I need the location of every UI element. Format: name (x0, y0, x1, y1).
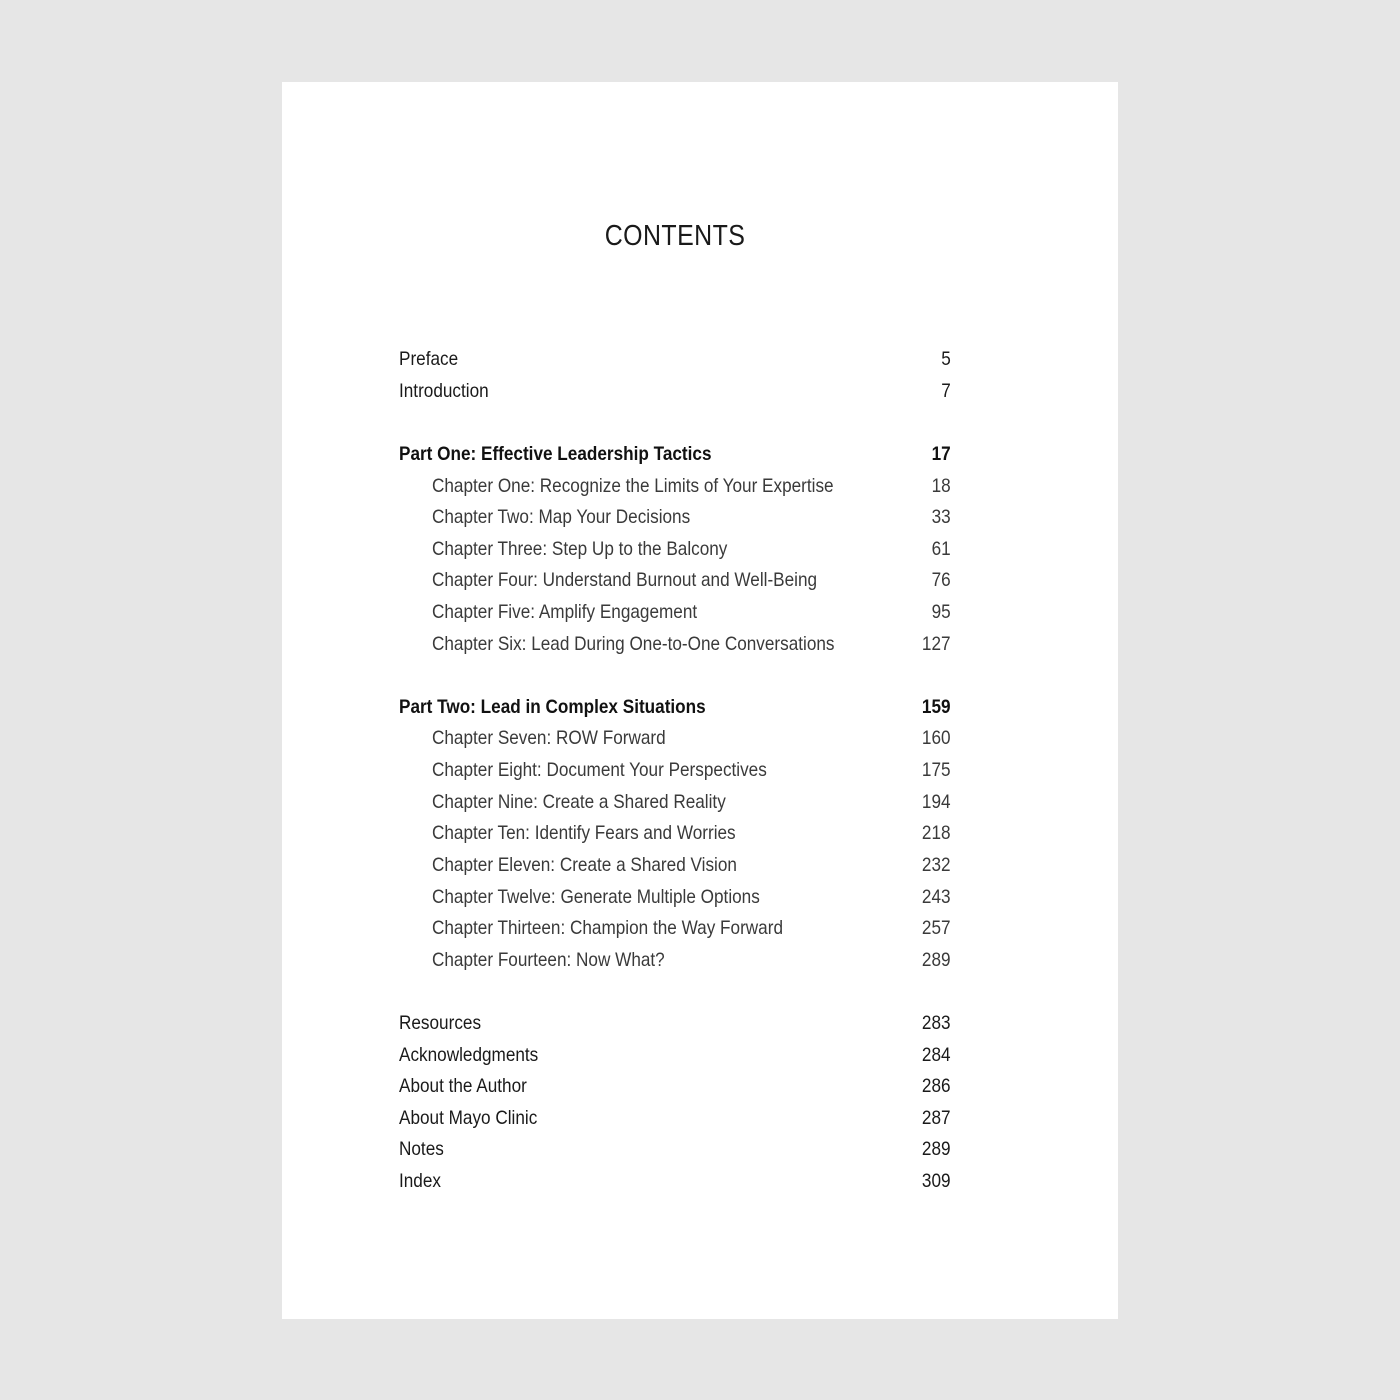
toc-chapter-label: Chapter Eleven: Create a Shared Vision (432, 854, 737, 876)
toc-entry-page-number: 284 (922, 1044, 951, 1066)
toc-chapter-eleven[interactable] (399, 849, 951, 881)
toc-chapter-eight[interactable] (399, 754, 951, 786)
toc-chapter-label: Chapter Six: Lead During One-to-One Conversations (432, 633, 835, 655)
toc-chapter-label: Chapter Thirteen: Champion the Way Forward (432, 917, 783, 939)
toc-chapter-page-number: 257 (922, 917, 951, 939)
toc-entry-about-mayo-clinic[interactable] (399, 1102, 951, 1134)
toc-part-page-number: 17 (931, 443, 951, 465)
toc-entry-page-number: 7 (941, 380, 951, 402)
toc-chapter-page-number: 33 (931, 506, 951, 528)
toc-chapter-label: Chapter Eight: Document Your Perspectives (432, 759, 767, 781)
toc-chapter-label: Chapter Four: Understand Burnout and Well-Being (432, 569, 818, 591)
toc-entry-resources[interactable] (399, 1007, 951, 1039)
toc-chapter-page-number: 18 (931, 475, 951, 497)
toc-chapter-page-number: 243 (922, 886, 951, 908)
toc-entry-page-number: 286 (922, 1075, 951, 1097)
toc-chapter-nine[interactable] (399, 786, 951, 818)
toc-chapter-page-number: 76 (931, 569, 951, 591)
toc-part-page-number: 159 (922, 696, 951, 718)
toc-entry-label: Notes (399, 1138, 444, 1160)
toc-entry-page-number: 289 (922, 1138, 951, 1160)
toc-chapter-label: Chapter Seven: ROW Forward (432, 727, 666, 749)
toc-chapter-twelve[interactable] (399, 881, 951, 913)
toc-part-label: Part Two: Lead in Complex Situations (399, 696, 706, 718)
toc-entry-label: About Mayo Clinic (399, 1107, 538, 1129)
toc-chapter-six[interactable] (399, 628, 951, 660)
toc-chapter-label: Chapter Three: Step Up to the Balcony (432, 538, 728, 560)
toc-chapter-five[interactable] (399, 596, 951, 628)
toc-part-two[interactable] (399, 691, 951, 723)
toc-chapter-label: Chapter Twelve: Generate Multiple Options (432, 886, 760, 908)
toc-part-one[interactable] (399, 438, 951, 470)
toc-entry-notes[interactable] (399, 1133, 951, 1165)
toc-entry-page-number: 283 (922, 1012, 951, 1034)
toc-entry-label: About the Author (399, 1075, 527, 1097)
toc-entry-about-the-author[interactable] (399, 1070, 951, 1102)
toc-chapter-page-number: 218 (922, 822, 951, 844)
toc-chapter-label: Chapter Fourteen: Now What? (432, 949, 665, 971)
toc-entry-preface[interactable] (399, 343, 951, 375)
toc-chapter-thirteen[interactable] (399, 912, 951, 944)
toc-entry-page-number: 5 (941, 348, 951, 370)
toc-entry-acknowledgments[interactable] (399, 1039, 951, 1071)
toc-part-label: Part One: Effective Leadership Tactics (399, 443, 712, 465)
toc-chapter-page-number: 95 (931, 601, 951, 623)
toc-entry-introduction[interactable] (399, 375, 951, 407)
toc-entry-label: Introduction (399, 380, 489, 402)
toc-chapter-three[interactable] (399, 533, 951, 565)
toc-chapter-seven[interactable] (399, 722, 951, 754)
toc-chapter-fourteen[interactable] (399, 944, 951, 976)
toc-chapter-page-number: 160 (922, 727, 951, 749)
toc-entry-label: Acknowledgments (399, 1044, 539, 1066)
toc-chapter-page-number: 61 (931, 538, 951, 560)
toc-chapter-page-number: 127 (922, 633, 951, 655)
toc-chapter-one[interactable] (399, 470, 951, 502)
toc-chapter-four[interactable] (399, 564, 951, 596)
toc-chapter-label: Chapter Two: Map Your Decisions (432, 506, 691, 528)
toc-chapter-label: Chapter Nine: Create a Shared Reality (432, 791, 726, 813)
toc-entry-page-number: 309 (922, 1170, 951, 1192)
toc-chapter-ten[interactable] (399, 817, 951, 849)
toc-entry-label: Resources (399, 1012, 482, 1034)
toc-chapter-page-number: 289 (922, 949, 951, 971)
toc-chapter-label: Chapter Five: Amplify Engagement (432, 601, 698, 623)
toc-entry-page-number: 287 (922, 1107, 951, 1129)
toc-entry-index[interactable] (399, 1165, 951, 1197)
toc-chapter-page-number: 194 (922, 791, 951, 813)
toc-chapter-page-number: 232 (922, 854, 951, 876)
toc-entry-label: Index (399, 1170, 441, 1192)
toc-chapter-two[interactable] (399, 501, 951, 533)
toc-chapter-label: Chapter One: Recognize the Limits of Your Expertise (432, 475, 834, 497)
toc-chapter-page-number: 175 (922, 759, 951, 781)
toc-entry-label: Preface (399, 348, 459, 370)
page-title: CONTENTS (604, 220, 746, 252)
toc-chapter-label: Chapter Ten: Identify Fears and Worries (432, 822, 736, 844)
